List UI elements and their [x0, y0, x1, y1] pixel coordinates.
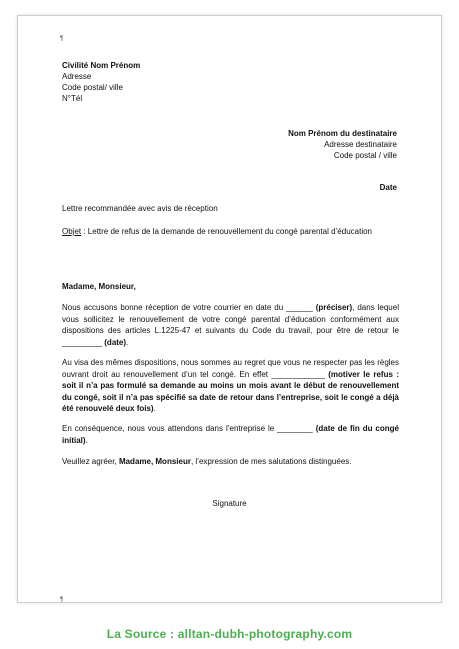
- recipient-name: Nom Prénom du destinataire: [288, 129, 397, 138]
- para1-text-e: .: [126, 337, 129, 347]
- sender-address: Adresse: [62, 72, 92, 81]
- sender-name: Civilité Nom Prénom: [62, 61, 141, 70]
- sender-phone: N°Tél: [62, 94, 83, 103]
- registered-mail-line: Lettre recommandée avec avis de réception: [62, 204, 218, 213]
- para4-text-c: , l’expression de mes salutations distinguées.: [190, 457, 352, 466]
- para1-text-a: Nous accusons bonne réception de votre courrier en date du ______: [62, 303, 316, 312]
- source-credit: La Source : alltan-dubh-photography.com: [106, 627, 353, 641]
- paragraph-2: [62, 357, 399, 415]
- paragraph-mark-icon: ¶: [60, 36, 64, 42]
- sender-block: [62, 60, 140, 104]
- para3-bold-b: (date de fin du congé initial): [62, 424, 399, 445]
- paragraph-3: [62, 423, 399, 446]
- salutation: [62, 281, 136, 292]
- recipient-block: [288, 128, 397, 161]
- para4-text-a: Veuillez agréer,: [62, 457, 119, 466]
- para3-text-c: .: [85, 435, 88, 445]
- para3-text-a: En conséquence, nous vous attendons dans l’entreprise le ________: [62, 424, 316, 433]
- para1-bold-d: (date): [104, 337, 127, 347]
- salutation-text: Madame, Monsieur,: [62, 282, 136, 291]
- subject-text: : Lettre de refus de la demande de renouvellement du congé parental d’éducation: [81, 227, 372, 236]
- para1-bold-b: (préciser): [315, 303, 353, 312]
- paragraph-1: [62, 302, 399, 348]
- subject-line: [62, 226, 372, 237]
- sender-postal: Code postal/ ville: [62, 83, 123, 92]
- para2-text-a: Au visa des mêmes dispositions, nous sommes au regret que vous ne respecter pas les règles ouvrant droit au renouvellement d’un tel congé. En effet ____________: [62, 358, 399, 379]
- recipient-postal: Code postal / ville: [333, 151, 397, 160]
- date-label: Date: [379, 183, 397, 192]
- paragraph-4: [62, 456, 399, 468]
- para4-bold-b: Madame, Monsieur: [118, 457, 191, 466]
- subject-label: Objet: [62, 227, 82, 236]
- signature: Signature: [212, 499, 247, 508]
- para2-bold-b: (motiver le refus : soit il n’a pas formulé sa demande au moins un mois avant le début de renouvellement du congé, soit il n’a pas spécifié sa date de retour dans l’entreprise, soit le congé a déjà été renouvelé deux fois): [62, 369, 399, 413]
- para2-text-c: .: [153, 404, 156, 413]
- recipient-address: Adresse destinataire: [324, 140, 397, 149]
- paragraph-mark-icon: ¶: [60, 597, 64, 603]
- para1-text-c: , dans lequel vous sollicitez le renouvellement de votre congé parental d’éducation conformément aux dispositions des articles L.1225-47 et suivants du Code du travail, pour être de retour le _________: [62, 303, 399, 347]
